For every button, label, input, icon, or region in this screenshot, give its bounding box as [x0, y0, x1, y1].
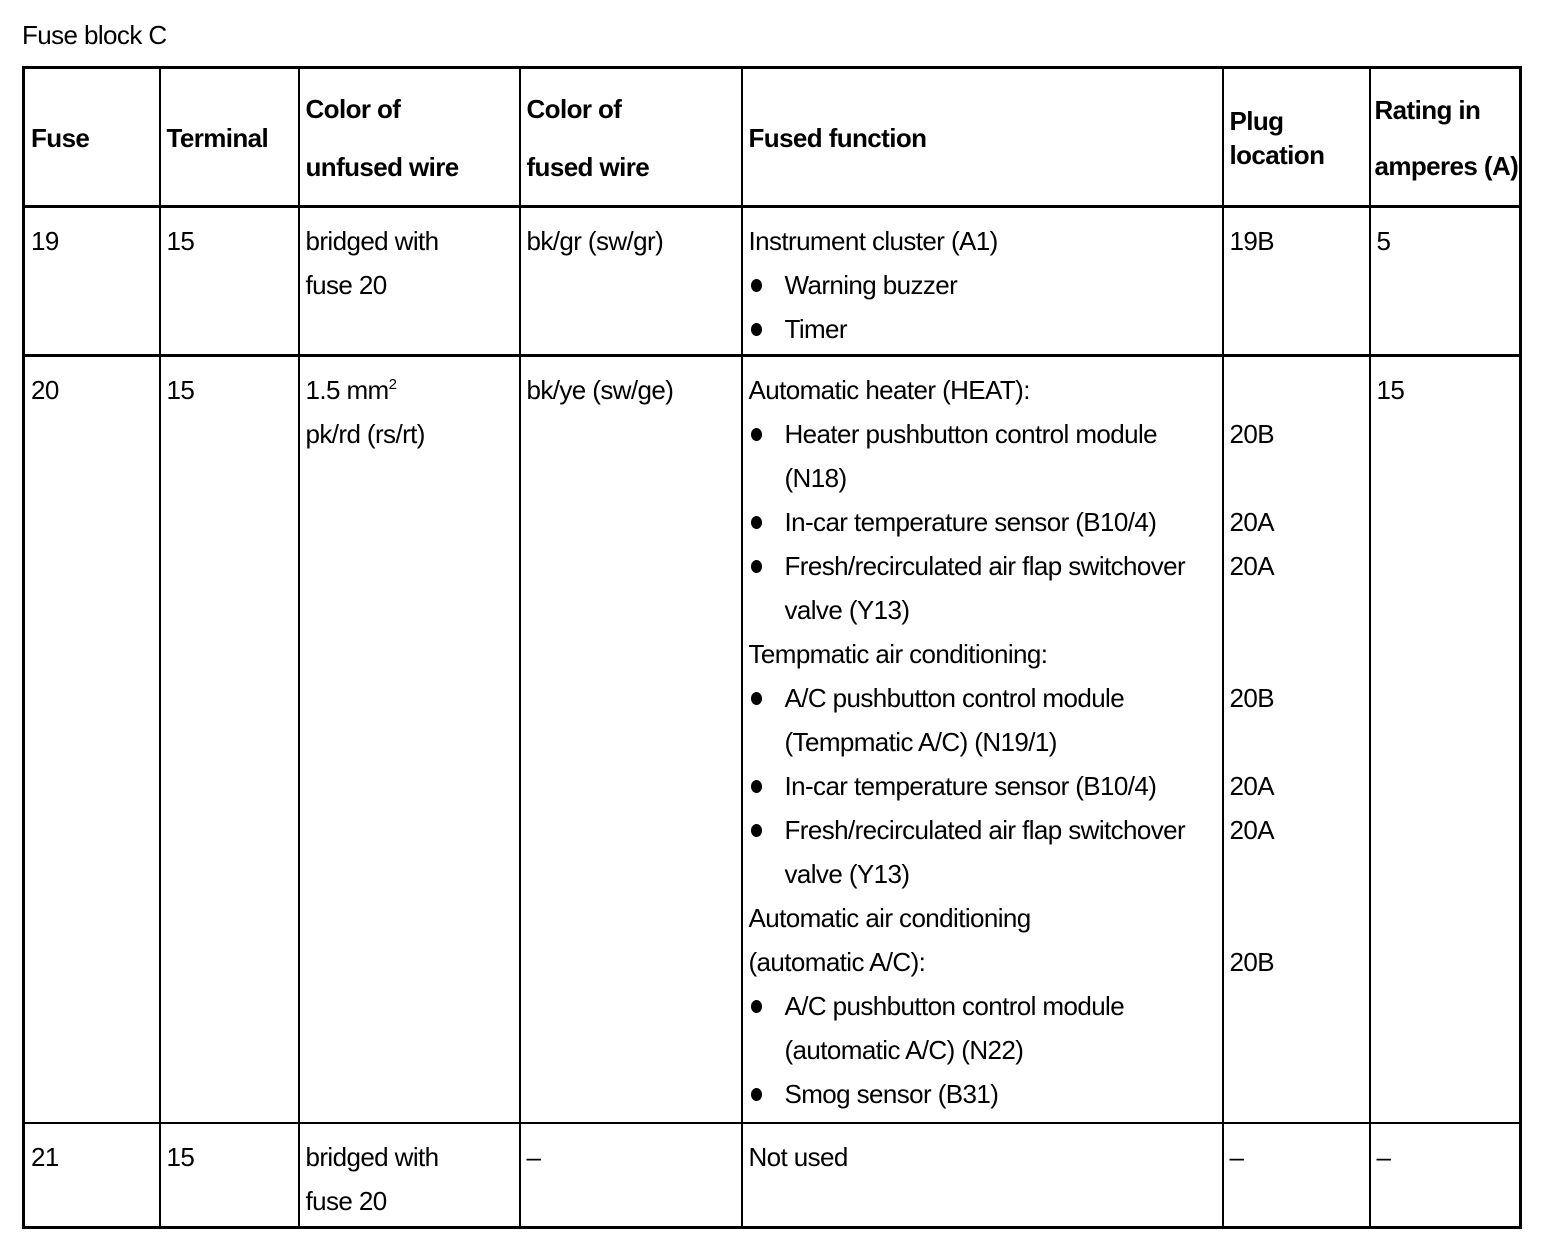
plug-value: 20A [1229, 815, 1274, 845]
list-item-text-cont: (automatic A/C) (N22) [784, 1035, 1024, 1065]
list-item [749, 307, 1218, 351]
cell-rating: 5 [1370, 207, 1521, 356]
list-item [749, 1072, 1218, 1116]
list-item-text: In-car temperature sensor (B10/4) [784, 771, 1157, 801]
list-item [749, 412, 1218, 500]
header-fuse: Fuse [24, 68, 160, 207]
wire-gauge-exponent: 2 [388, 376, 397, 393]
cell-fused-function [742, 207, 1223, 356]
fuse-table [22, 66, 1522, 1229]
list-item-text-cont: valve (Y13) [784, 595, 910, 625]
header-fused-line2: fused wire [526, 152, 650, 182]
list-item-text: Timer [784, 314, 847, 344]
cell-terminal: 15 [160, 1123, 299, 1228]
header-fused-function: Fused function [742, 68, 1223, 207]
cell-plug-location [1223, 356, 1370, 1124]
list-item [749, 263, 1218, 307]
cell-terminal: 15 [160, 207, 299, 356]
cell-fuse: 19 [24, 207, 160, 356]
table-row [24, 356, 1521, 1124]
plug-value: 20B [1229, 683, 1274, 713]
function-title: Instrument cluster (A1) [748, 226, 998, 256]
list-item [749, 544, 1218, 632]
cell-fused-wire: – [520, 1123, 742, 1228]
cell-rating: 15 [1370, 356, 1521, 1124]
group-title: Automatic heater (HEAT): [748, 375, 1030, 405]
unfused-line1: bridged with [305, 226, 439, 256]
header-plug-location: Plug location [1223, 68, 1370, 207]
cell-terminal: 15 [160, 356, 299, 1124]
table-row [24, 207, 1521, 356]
unfused-line2: fuse 20 [305, 270, 387, 300]
cell-fuse: 21 [24, 1123, 160, 1228]
unfused-line1: bridged with [305, 1142, 439, 1172]
cell-plug-location: – [1223, 1123, 1370, 1228]
list-item [749, 808, 1218, 896]
plug-value: 20B [1229, 947, 1274, 977]
plug-value: 20A [1229, 507, 1274, 537]
list-item-text: Fresh/recirculated air flap switchover [784, 815, 1186, 845]
group-title: Automatic air conditioning [748, 903, 1031, 933]
cell-fuse: 20 [24, 356, 160, 1124]
group-title-cont: (automatic A/C): [748, 947, 926, 977]
header-rating-line1: Rating in [1374, 95, 1481, 125]
wire-gauge: 1.5 mm [305, 375, 389, 405]
list-item-text: A/C pushbutton control module [784, 683, 1125, 713]
list-item-text: In-car temperature sensor (B10/4) [784, 507, 1157, 537]
table-caption: Fuse block C [22, 20, 167, 50]
list-item-text: Smog sensor (B31) [784, 1079, 999, 1109]
list-item [749, 500, 1218, 544]
plug-value: 20B [1229, 419, 1274, 449]
header-unfused-line2: unfused wire [305, 152, 459, 182]
list-item [749, 676, 1218, 764]
header-unfused-wire [299, 68, 520, 207]
header-fused-wire [520, 68, 742, 207]
cell-fused-function: Not used [742, 1123, 1223, 1228]
unfused-line2: pk/rd (rs/rt) [305, 419, 425, 449]
cell-fused-wire: bk/gr (sw/gr) [520, 207, 742, 356]
list-item-text-cont: valve (Y13) [784, 859, 910, 889]
cell-unfused-wire [299, 356, 520, 1124]
header-unfused-line1: Color of [305, 94, 401, 124]
header-row [24, 68, 1521, 207]
table-row [24, 1123, 1521, 1228]
list-item [749, 764, 1218, 808]
list-item-text-cont: (Tempmatic A/C) (N19/1) [784, 727, 1057, 757]
list-item [749, 984, 1218, 1072]
cell-unfused-wire [299, 207, 520, 356]
list-item-text: Warning buzzer [784, 270, 958, 300]
list-item-text: Heater pushbutton control module [784, 419, 1157, 449]
header-rating-line2: amperes (A) [1374, 151, 1519, 181]
plug-value: 20A [1229, 551, 1274, 581]
header-rating [1370, 68, 1521, 207]
cell-fused-wire: bk/ye (sw/ge) [520, 356, 742, 1124]
unfused-line2: fuse 20 [305, 1186, 387, 1216]
plug-value: 20A [1229, 771, 1274, 801]
cell-plug-location: 19B [1223, 207, 1370, 356]
cell-fused-function [742, 356, 1223, 1124]
list-item-text: Fresh/recirculated air flap switchover [784, 551, 1186, 581]
cell-unfused-wire [299, 1123, 520, 1228]
list-item-text-cont: (N18) [784, 463, 847, 493]
header-fused-line1: Color of [526, 94, 622, 124]
list-item-text: A/C pushbutton control module [784, 991, 1125, 1021]
unfused-line1 [306, 368, 515, 412]
header-terminal: Terminal [160, 68, 299, 207]
group-title: Tempmatic air conditioning: [748, 639, 1048, 669]
cell-rating: – [1370, 1123, 1521, 1228]
